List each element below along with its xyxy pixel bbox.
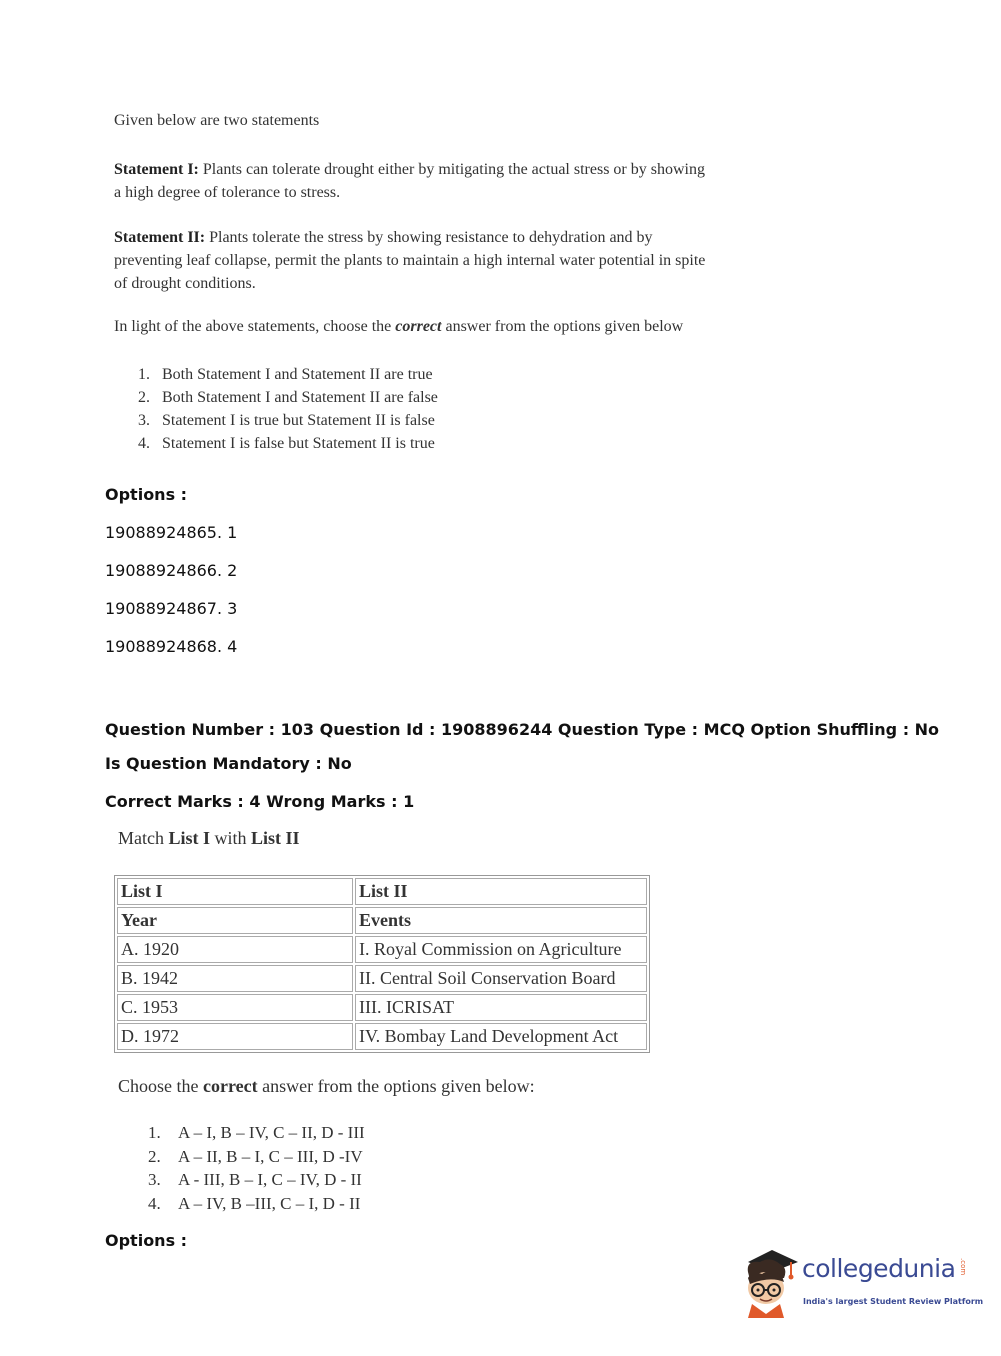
- statement-1-line2: a high degree of tolerance to stress.: [114, 184, 341, 201]
- list-item: 2. Both Statement I and Statement II are false: [138, 389, 438, 406]
- table-row: [117, 965, 647, 992]
- logo-wordmark: collegedunia: [802, 1254, 956, 1283]
- table-cell: B. 1942: [117, 965, 353, 992]
- list-item: 4. Statement I is false but Statement II is true: [138, 435, 435, 452]
- q2-title: [118, 828, 300, 849]
- q2-meta-line: Question Number : 103 Question Id : 1908896244 Question Type : MCQ Option Shuffling : No: [105, 720, 940, 739]
- q1-option-4: 19088924868. 4: [105, 637, 238, 656]
- collegedunia-logo[interactable]: [740, 1248, 984, 1320]
- q2-question-emphasis: correct: [203, 1076, 258, 1096]
- table-cell: I. Royal Commission on Agriculture: [355, 936, 647, 963]
- q2-title-list1: List I: [168, 828, 210, 848]
- match-table: [114, 875, 650, 1053]
- q2-choice-list: [148, 1121, 365, 1215]
- table-row: [117, 1023, 647, 1050]
- list-item: 2. A – II, B – I, C – III, D -IV: [148, 1146, 363, 1166]
- q1-question-text: In light of the above statements, choose the: [114, 318, 396, 335]
- table-cell: C. 1953: [117, 994, 353, 1021]
- list-item: 3. Statement I is true but Statement II is false: [138, 412, 435, 429]
- statement-1: [114, 158, 714, 204]
- q2-title-list2: List II: [251, 828, 300, 848]
- statement-2-line3: of drought conditions.: [114, 275, 256, 292]
- statement-2-line2: preventing leaf collapse, permit the plants to maintain a high internal water potential in spite: [114, 252, 706, 269]
- q2-title-mid: with: [210, 828, 252, 848]
- q1-question-text-end: answer from the options given below: [441, 318, 684, 335]
- q1-option-2: 19088924866. 2: [105, 561, 238, 580]
- logo-tagline: India's largest Student Review Platform: [803, 1297, 984, 1306]
- q2-mandatory-line: Is Question Mandatory : No: [105, 754, 352, 773]
- table-cell: D. 1972: [117, 1023, 353, 1050]
- q1-options-heading: Options :: [105, 485, 188, 504]
- list-item: 4. A – IV, B –III, C – I, D - II: [148, 1193, 361, 1213]
- student-mascot-icon: [740, 1248, 800, 1320]
- table-row: [117, 994, 647, 1021]
- q1-intro: Given below are two statements: [114, 112, 320, 129]
- table-subheader-cell: Events: [355, 907, 647, 934]
- q2-question-text-end: answer from the options given below:: [257, 1076, 535, 1096]
- statement-1-label: Statement I:: [114, 161, 199, 178]
- table-row: [117, 936, 647, 963]
- q2-title-text: Match: [118, 828, 169, 848]
- q2-question: [118, 1076, 535, 1097]
- table-cell: A. 1920: [117, 936, 353, 963]
- table-header-cell: List II: [355, 878, 647, 905]
- list-item: 1. Both Statement I and Statement II are true: [138, 366, 433, 383]
- statement-2-line1: Plants tolerate the stress by showing resistance to dehydration and by: [209, 229, 653, 246]
- q2-question-text: Choose the: [118, 1076, 203, 1096]
- q1-option-3: 19088924867. 3: [105, 599, 238, 618]
- table-subheader-cell: Year: [117, 907, 353, 934]
- q1-question: [114, 318, 683, 336]
- table-row: [117, 878, 647, 905]
- statement-2: [114, 226, 714, 295]
- table-header-cell: List I: [117, 878, 353, 905]
- logo-domain: .com: [959, 1258, 967, 1276]
- table-row: [117, 907, 647, 934]
- q1-option-1: 19088924865. 1: [105, 523, 238, 542]
- table-cell: II. Central Soil Conservation Board: [355, 965, 647, 992]
- table-cell: IV. Bombay Land Development Act: [355, 1023, 647, 1050]
- table-cell: III. ICRISAT: [355, 994, 647, 1021]
- q1-choice-list: [138, 363, 438, 455]
- statement-2-label: Statement II:: [114, 229, 206, 246]
- q2-marks-line: Correct Marks : 4 Wrong Marks : 1: [105, 792, 415, 811]
- list-item: 3. A - III, B – I, C – IV, D - II: [148, 1170, 362, 1189]
- q2-options-heading: Options :: [105, 1231, 188, 1250]
- statement-1-line1: Plants can tolerate drought either by mitigating the actual stress or by showing: [202, 161, 705, 178]
- q1-question-emphasis: correct: [395, 318, 442, 335]
- list-item: 1. A – I, B – IV, C – II, D - III: [148, 1123, 365, 1142]
